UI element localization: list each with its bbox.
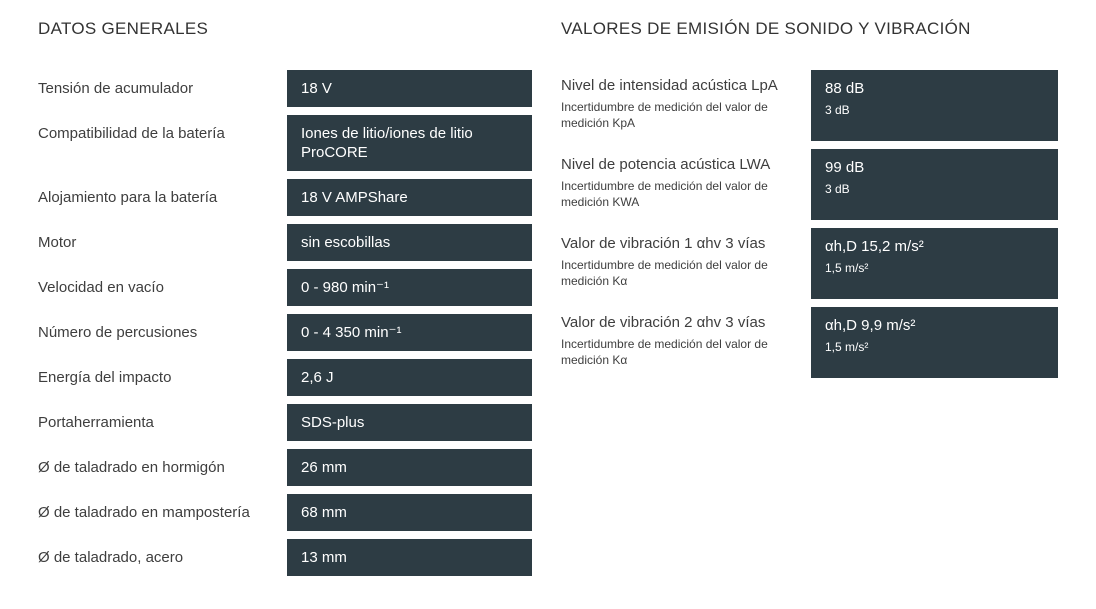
- spec-label: Alojamiento para la batería: [38, 189, 218, 206]
- spec-label: Compatibilidad de la batería: [38, 125, 225, 142]
- spec-label: Ø de taladrado en hormigón: [38, 459, 225, 476]
- emission-label: Nivel de potencia acústica LWA: [561, 156, 771, 173]
- spec-label: Ø de taladrado, acero: [38, 549, 184, 566]
- spec-label: Ø de taladrado en mampostería: [38, 504, 250, 521]
- spec-value: 0 - 4 350 min⁻¹: [287, 314, 532, 351]
- spec-value: 26 mm: [287, 449, 532, 486]
- emission-value-box: [811, 149, 1058, 220]
- emission-sublabel: Incertidumbre de medición del valor de medición Kα: [561, 258, 768, 288]
- emission-value: 99 dB: [825, 159, 865, 176]
- emission-label: Valor de vibración 1 αhv 3 vías: [561, 235, 766, 252]
- spec-value: 18 V: [287, 70, 532, 107]
- emission-label-wrap: [561, 149, 811, 220]
- emission-sublabel: Incertidumbre de medición del valor de medición Kα: [561, 337, 768, 367]
- emission-label: Nivel de intensidad acústica LpA: [561, 77, 778, 94]
- emission-row-intensidad-acustica: [561, 70, 1058, 141]
- spec-row-motor: [38, 224, 532, 261]
- spec-row-tension-acumulador: [38, 70, 532, 107]
- spec-value: 0 - 980 min⁻¹: [287, 269, 532, 306]
- emission-subvalue: 1,5 m/s²: [825, 340, 869, 354]
- spec-value: SDS-plus: [287, 404, 532, 441]
- spec-row-taladrado-hormigon: [38, 449, 532, 486]
- emission-row-vibracion-2: [561, 307, 1058, 378]
- spec-row-taladrado-acero: [38, 539, 532, 576]
- spec-value: 13 mm: [287, 539, 532, 576]
- spec-row-portaherramienta: [38, 404, 532, 441]
- spec-value: Iones de litio/iones de litio ProCORE: [287, 115, 532, 171]
- emission-label-wrap: [561, 307, 811, 378]
- emission-sublabel: Incertidumbre de medición del valor de medición KpA: [561, 100, 768, 130]
- spec-label: Portaherramienta: [38, 414, 154, 431]
- emission-sublabel: Incertidumbre de medición del valor de medición KWA: [561, 179, 768, 209]
- spec-label: Número de percusiones: [38, 324, 198, 341]
- section-title-emision: VALORES DE EMISIÓN DE SONIDO Y VIBRACIÓN: [561, 19, 971, 38]
- spec-label: Motor: [38, 234, 77, 251]
- emission-subvalue: 1,5 m/s²: [825, 261, 869, 275]
- emission-value: αh,D 15,2 m/s²: [825, 238, 924, 255]
- spec-row-energia-impacto: [38, 359, 532, 396]
- emission-label-wrap: [561, 70, 811, 141]
- emission-value: 88 dB: [825, 80, 865, 97]
- spec-row-numero-percusiones: [38, 314, 532, 351]
- spec-label: Velocidad en vacío: [38, 279, 164, 296]
- emission-value: αh,D 9,9 m/s²: [825, 317, 916, 334]
- emission-value-box: [811, 228, 1058, 299]
- spec-value: 18 V AMPShare: [287, 179, 532, 216]
- section-title-datos-generales: DATOS GENERALES: [38, 19, 209, 38]
- emission-row-vibracion-1: [561, 228, 1058, 299]
- emission-row-potencia-acustica: [561, 149, 1058, 220]
- spec-row-velocidad-vacio: [38, 269, 532, 306]
- spec-value: sin escobillas: [287, 224, 532, 261]
- spec-row-taladrado-mamposteria: [38, 494, 532, 531]
- spec-label: Tensión de acumulador: [38, 80, 194, 97]
- emission-value-box: [811, 70, 1058, 141]
- section-datos-generales: [38, 18, 532, 584]
- spec-label: Energía del impacto: [38, 369, 172, 386]
- emission-subvalue: 3 dB: [825, 103, 850, 117]
- emission-subvalue: 3 dB: [825, 182, 850, 196]
- spec-row-alojamiento-bateria: [38, 179, 532, 216]
- spec-value: 68 mm: [287, 494, 532, 531]
- emission-label: Valor de vibración 2 αhv 3 vías: [561, 314, 766, 331]
- emission-value-box: [811, 307, 1058, 378]
- spec-value: 2,6 J: [287, 359, 532, 396]
- emission-label-wrap: [561, 228, 811, 299]
- section-emision-sonido-vibracion: [561, 18, 1058, 584]
- spec-row-compatibilidad-bateria: [38, 115, 532, 171]
